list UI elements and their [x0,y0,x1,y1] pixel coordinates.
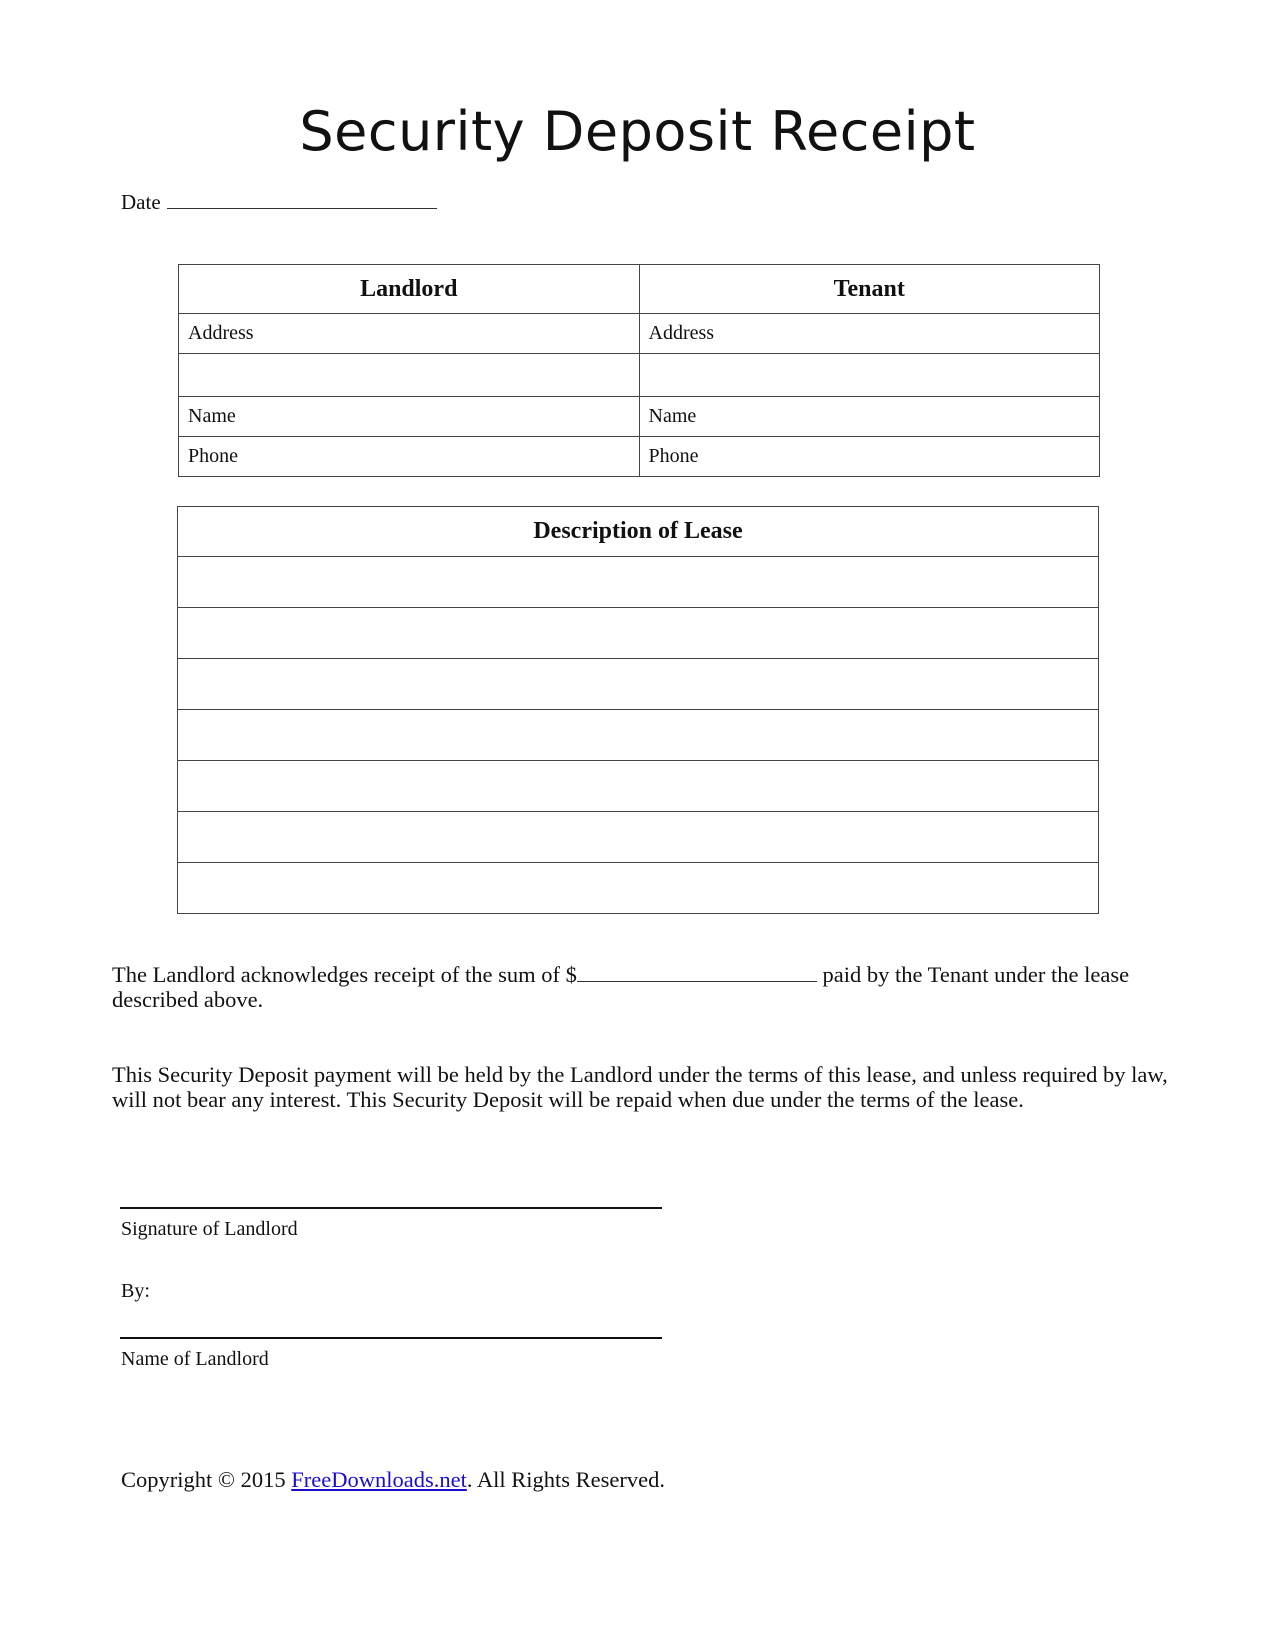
lease-description-header: Description of Lease [178,507,1099,557]
date-field [121,190,437,215]
lease-description-table [177,506,1099,914]
tenant-header: Tenant [639,265,1100,314]
acknowledgement-text-before: The Landlord acknowledges receipt of the sum of $ [112,962,577,987]
landlord-name-label: Name of Landlord [121,1348,269,1370]
lease-description-row[interactable] [178,863,1099,914]
lease-description-row[interactable] [178,608,1099,659]
landlord-signature-line[interactable] [120,1207,662,1209]
date-blank-line[interactable] [167,191,437,209]
by-label: By: [121,1280,150,1302]
tenant-phone-cell[interactable]: Phone [639,437,1100,477]
landlord-phone-cell[interactable]: Phone [179,437,640,477]
freedownloads-link[interactable]: FreeDownloads.net [291,1467,467,1492]
tenant-name-cell[interactable]: Name [639,397,1100,437]
lease-description-row[interactable] [178,710,1099,761]
amount-blank-line[interactable] [577,964,817,982]
lease-description-row[interactable] [178,812,1099,863]
copyright-prefix: Copyright © 2015 [121,1467,292,1492]
copyright-suffix: . All Rights Reserved. [466,1467,665,1492]
party-info-table [178,264,1100,477]
lease-description-row[interactable] [178,557,1099,608]
acknowledgement-text-after: paid by the Tenant under the lease described above. [112,962,1130,1012]
lease-description-row[interactable] [178,659,1099,710]
terms-paragraph: This Security Deposit payment will be held by the Landlord under the terms of this lease, and unless required by law, will not bear any interest. This Security Deposit will be repaid when due under the terms of the lease. [112,1062,1168,1112]
landlord-name-line[interactable] [120,1337,662,1339]
tenant-address-cell[interactable]: Address [639,314,1100,354]
landlord-address-line2-cell[interactable] [179,354,640,397]
landlord-address-cell[interactable]: Address [179,314,640,354]
copyright-footer [121,1467,665,1493]
landlord-header: Landlord [179,265,640,314]
landlord-name-cell[interactable]: Name [179,397,640,437]
date-label: Date [121,190,161,214]
lease-description-row[interactable] [178,761,1099,812]
page-title: Security Deposit Receipt [299,100,976,163]
signature-label: Signature of Landlord [121,1218,298,1240]
tenant-address-line2-cell[interactable] [639,354,1100,397]
acknowledgement-paragraph [112,962,1172,1012]
